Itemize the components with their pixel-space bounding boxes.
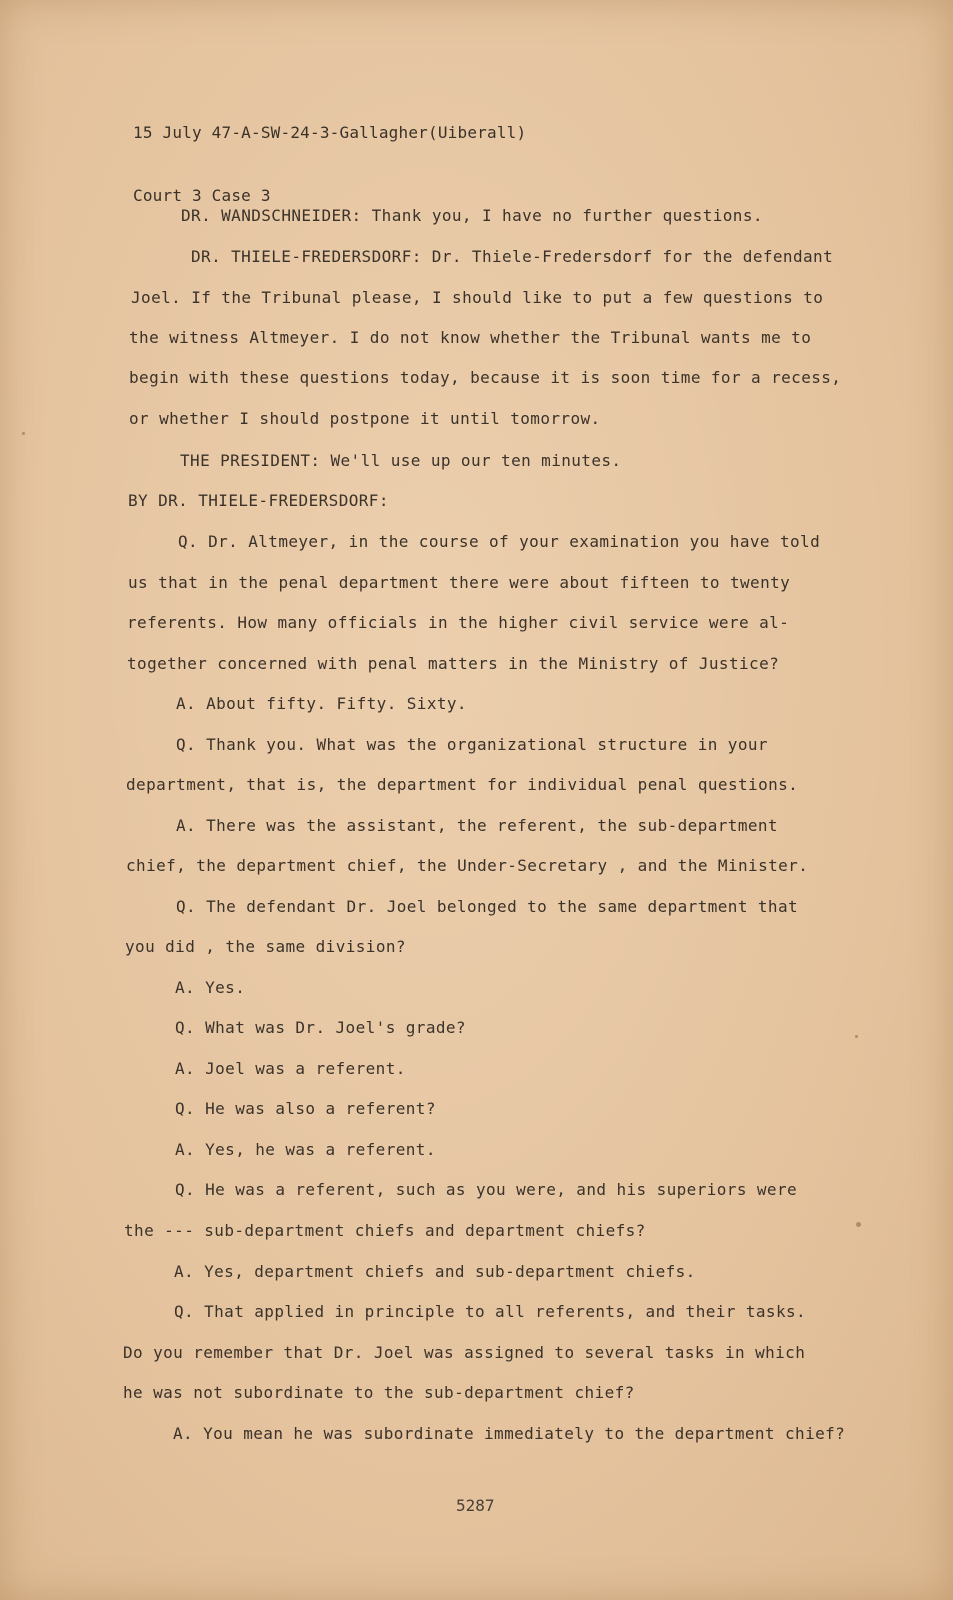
transcript-line-19: you did , the same division? [125, 937, 406, 956]
transcript-line-7: THE PRESIDENT: We'll use up our ten minutes. [180, 451, 622, 470]
paper-speck [855, 1035, 858, 1038]
transcript-line-10: us that in the penal department there were about fifteen to twenty [128, 573, 791, 592]
transcript-line-2: DR. THIELE-FREDERSDORF: Dr. Thiele-Fredersdorf for the defendant [191, 247, 834, 266]
transcript-line-4: the witness Altmeyer. I do not know whether the Tribunal wants me to [129, 328, 812, 347]
transcript-line-12: together concerned with penal matters in the Ministry of Justice? [127, 654, 780, 673]
transcript-line-14: Q. Thank you. What was the organizational structure in your [176, 735, 768, 754]
transcript-line-5: begin with these questions today, because it is soon time for a recess, [129, 368, 842, 387]
transcript-line-26: the --- sub-department chiefs and department chiefs? [124, 1221, 646, 1240]
transcript-line-21: Q. What was Dr. Joel's grade? [175, 1018, 466, 1037]
transcript-line-8: BY DR. THIELE-FREDERSDORF: [128, 491, 389, 510]
header-line-1: 15 July 47-A-SW-24-3-Gallagher(Uiberall) [133, 123, 527, 142]
transcript-line-1: DR. WANDSCHNEIDER: Thank you, I have no further questions. [181, 206, 763, 225]
transcript-line-31: A. You mean he was subordinate immediately to the department chief? [173, 1424, 846, 1443]
transcript-line-13: A. About fifty. Fifty. Sixty. [176, 694, 467, 713]
paper-speck [856, 1222, 861, 1227]
transcript-line-20: A. Yes. [175, 978, 246, 997]
transcript-line-28: Q. That applied in principle to all referents, and their tasks. [174, 1302, 807, 1321]
transcript-line-23: Q. He was also a referent? [175, 1099, 436, 1118]
header-line-2: Court 3 Case 3 [133, 186, 271, 205]
transcript-line-15: department, that is, the department for individual penal questions. [126, 775, 799, 794]
transcript-line-9: Q. Dr. Altmeyer, in the course of your examination you have told [178, 532, 821, 551]
transcript-line-30: he was not subordinate to the sub-department chief? [123, 1383, 635, 1402]
page-number: 5287 [456, 1496, 495, 1515]
transcript-line-11: referents. How many officials in the higher civil service were al- [127, 613, 790, 632]
transcript-line-6: or whether I should postpone it until tomorrow. [129, 409, 601, 428]
transcript-line-18: Q. The defendant Dr. Joel belonged to the same department that [176, 897, 799, 916]
transcript-line-16: A. There was the assistant, the referent, the sub-department [176, 816, 778, 835]
transcript-line-25: Q. He was a referent, such as you were, and his superiors were [175, 1180, 798, 1199]
transcript-line-29: Do you remember that Dr. Joel was assigned to several tasks in which [123, 1343, 806, 1362]
transcript-line-22: A. Joel was a referent. [175, 1059, 406, 1078]
paper-speck [22, 432, 25, 435]
transcript-line-24: A. Yes, he was a referent. [175, 1140, 436, 1159]
transcript-line-27: A. Yes, department chiefs and sub-department chiefs. [174, 1262, 696, 1281]
transcript-line-17: chief, the department chief, the Under-Secretary , and the Minister. [126, 856, 809, 875]
transcript-line-3: Joel. If the Tribunal please, I should like to put a few questions to [131, 288, 824, 307]
